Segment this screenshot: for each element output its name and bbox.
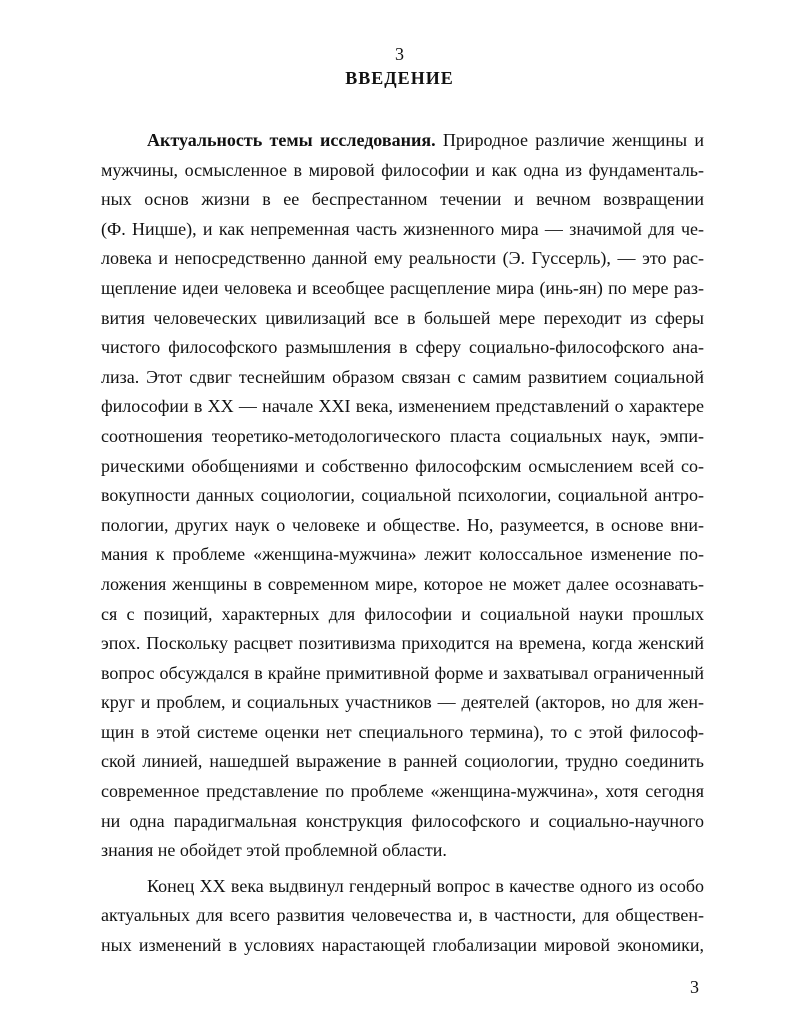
text-line: чистого философского размышления в сферу социально-философского ана- xyxy=(101,337,704,358)
text-line: эпох. Поскольку расцвет позитивизма приходится на времена, когда женский xyxy=(101,633,704,654)
document-body xyxy=(101,126,704,961)
text-line: щепление идеи человека и всеобщее расщепление мира (инь-ян) по мере раз- xyxy=(101,277,704,298)
text-line: ни одна парадигмальная конструкция философского и социально-научного xyxy=(101,810,704,831)
page-title: ВВЕДЕНИЕ xyxy=(345,68,454,88)
paragraph-lead: Актуальность темы исследования. xyxy=(147,130,436,150)
paragraph-1 xyxy=(101,126,704,866)
text-line: рическими обобщениями и собственно философским осмыслением всей со- xyxy=(101,455,704,476)
paragraph-1-line-1-rest: Природное различие женщины и xyxy=(435,130,704,150)
text-line: актуальных для всего развития человечества и, в частности, для обществен- xyxy=(101,905,704,926)
paragraph-1-line-1 xyxy=(147,126,704,156)
text-line: (Ф. Ницше), и как непременная часть жизненного мира — значимой для че- xyxy=(101,218,704,239)
text-line: ных изменений в условиях нарастающей глобализации мировой экономики, xyxy=(101,935,704,956)
text-line: мания к проблеме «женщина-мужчина» лежит колоссальное изменение по- xyxy=(101,544,704,565)
text-line: вопрос обсуждался в крайне примитивной форме и захватывал ограниченный xyxy=(101,662,704,683)
text-line: знания не обойдет этой проблемной области. xyxy=(101,840,447,861)
text-line: Конец XX века выдвинул гендерный вопрос в качестве одного из особо xyxy=(147,875,704,896)
text-line: щин в этой системе оценки нет специального термина), то с этой философ- xyxy=(101,721,704,742)
text-line: современное представление по проблеме «женщина-мужчина», хотя сегодня xyxy=(101,781,704,802)
text-line: вития человеческих цивилизаций все в большей мере переходит из сферы xyxy=(101,307,704,328)
page-number-bottom: 3 xyxy=(690,977,699,997)
text-line: ных основ жизни в ее беспрестанном течении и вечном возвращении xyxy=(101,189,704,210)
text-line: философии в XX — начале XXI века, изменением представлений о характере xyxy=(101,396,704,417)
text-line: вокупности данных социологии, социальной психологии, социальной антро- xyxy=(101,485,704,506)
text-line: соотношения теоретико-методологического пласта социальных наук, эмпи- xyxy=(101,425,704,446)
text-line: ловека и непосредственно данной ему реальности (Э. Гуссерль), — это рас- xyxy=(101,248,704,269)
paragraph-2 xyxy=(101,872,704,961)
text-line: пологии, других наук о человеке и обществе. Но, разумеется, в основе вни- xyxy=(101,514,704,535)
page-number-top: 3 xyxy=(395,44,404,64)
text-line: мужчины, осмысленное в мировой философии и как одна из фундаменталь- xyxy=(101,159,704,180)
text-line: ложения женщины в современном мире, которое не может далее осознавать- xyxy=(101,573,704,594)
text-line: круг и проблем, и социальных участников — деятелей (акторов, но для жен- xyxy=(101,692,704,713)
text-line: ся с позиций, характерных для философии и социальной науки прошлых xyxy=(101,603,704,624)
text-line: лиза. Этот сдвиг теснейшим образом связан с самим развитием социальной xyxy=(101,366,704,387)
text-line: ской линией, нашедшей выражение в ранней социологии, трудно соединить xyxy=(101,751,704,772)
